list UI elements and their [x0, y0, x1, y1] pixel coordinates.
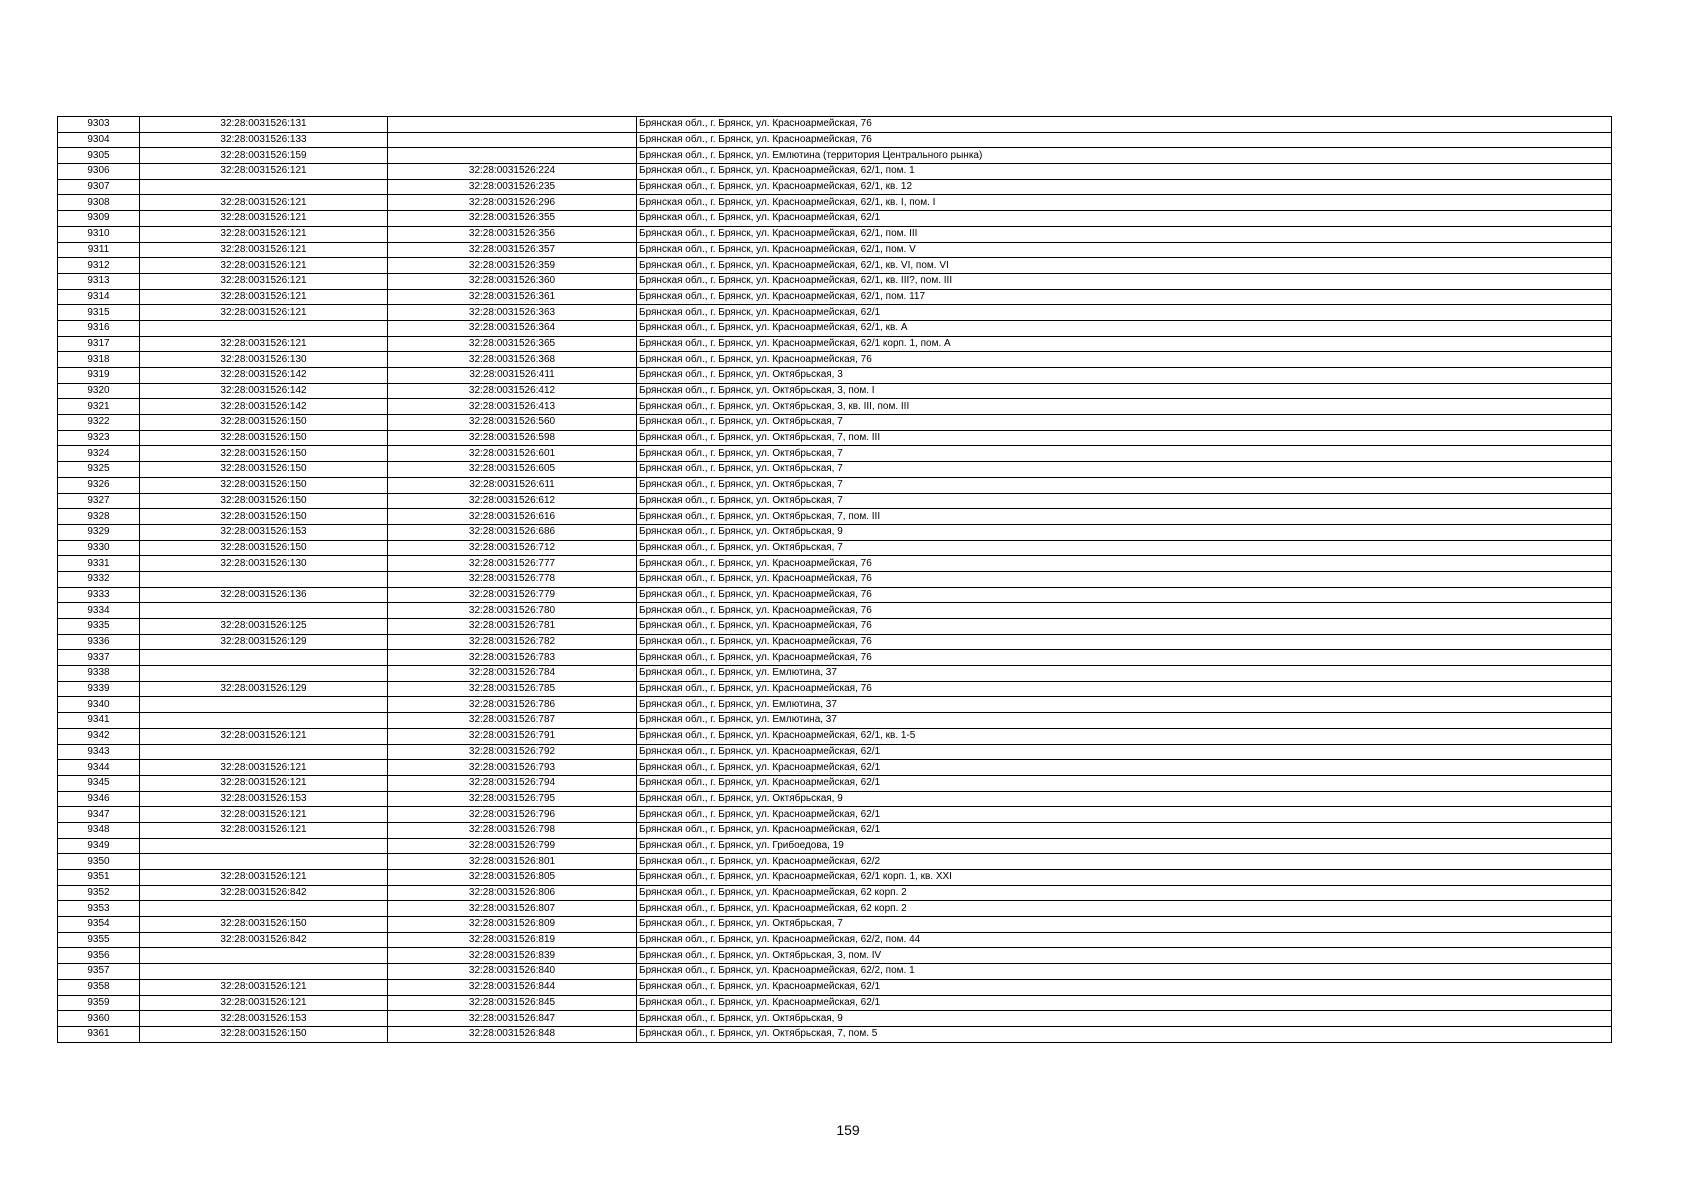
- land-parcel-cadastral-number-cell: [140, 697, 388, 713]
- object-cadastral-number-cell: 32:28:0031526:296: [388, 195, 637, 211]
- object-cadastral-number-cell: 32:28:0031526:847: [388, 1011, 637, 1027]
- address-cell: Брянская обл., г. Брянск, ул. Красноармейская, 62/1, пом. 117: [637, 289, 1612, 305]
- address-cell: Брянская обл., г. Брянск, ул. Красноармейская, 62/1: [637, 305, 1612, 321]
- row-number-cell: 9310: [58, 226, 140, 242]
- land-parcel-cadastral-number-cell: 32:28:0031526:150: [140, 917, 388, 933]
- object-cadastral-number-cell: 32:28:0031526:795: [388, 791, 637, 807]
- land-parcel-cadastral-number-cell: 32:28:0031526:121: [140, 273, 388, 289]
- land-parcel-cadastral-number-cell: [140, 650, 388, 666]
- table-row: [58, 352, 1612, 368]
- row-number-cell: 9324: [58, 446, 140, 462]
- land-parcel-cadastral-number-cell: [140, 571, 388, 587]
- table-row: [58, 744, 1612, 760]
- object-cadastral-number-cell: 32:28:0031526:778: [388, 571, 637, 587]
- address-cell: Брянская обл., г. Брянск, ул. Красноармейская, 76: [637, 571, 1612, 587]
- address-cell: Брянская обл., г. Брянск, ул. Октябрьская, 9: [637, 1011, 1612, 1027]
- land-parcel-cadastral-number-cell: 32:28:0031526:153: [140, 524, 388, 540]
- land-parcel-cadastral-number-cell: 32:28:0031526:136: [140, 587, 388, 603]
- row-number-cell: 9328: [58, 509, 140, 525]
- address-cell: Брянская обл., г. Брянск, ул. Красноармейская, 62/2: [637, 854, 1612, 870]
- address-cell: Брянская обл., г. Брянск, ул. Емлютина, 37: [637, 697, 1612, 713]
- land-parcel-cadastral-number-cell: 32:28:0031526:121: [140, 775, 388, 791]
- row-number-cell: 9349: [58, 838, 140, 854]
- object-cadastral-number-cell: 32:28:0031526:783: [388, 650, 637, 666]
- land-parcel-cadastral-number-cell: 32:28:0031526:142: [140, 399, 388, 415]
- address-cell: Брянская обл., г. Брянск, ул. Красноармейская, 62/1: [637, 744, 1612, 760]
- object-cadastral-number-cell: 32:28:0031526:799: [388, 838, 637, 854]
- table-row: [58, 556, 1612, 572]
- table-row: [58, 728, 1612, 744]
- address-cell: Брянская обл., г. Брянск, ул. Емлютина, 37: [637, 713, 1612, 729]
- row-number-cell: 9353: [58, 901, 140, 917]
- row-number-cell: 9321: [58, 399, 140, 415]
- object-cadastral-number-cell: 32:28:0031526:357: [388, 242, 637, 258]
- address-cell: Брянская обл., г. Брянск, ул. Красноармейская, 62/1: [637, 822, 1612, 838]
- row-number-cell: 9316: [58, 320, 140, 336]
- row-number-cell: 9317: [58, 336, 140, 352]
- address-cell: Брянская обл., г. Брянск, ул. Грибоедова, 19: [637, 838, 1612, 854]
- object-cadastral-number-cell: 32:28:0031526:686: [388, 524, 637, 540]
- land-parcel-cadastral-number-cell: [140, 713, 388, 729]
- table-row: [58, 242, 1612, 258]
- land-parcel-cadastral-number-cell: 32:28:0031526:121: [140, 979, 388, 995]
- address-cell: Брянская обл., г. Брянск, ул. Октябрьская, 7: [637, 493, 1612, 509]
- object-cadastral-number-cell: 32:28:0031526:807: [388, 901, 637, 917]
- row-number-cell: 9345: [58, 775, 140, 791]
- row-number-cell: 9334: [58, 603, 140, 619]
- land-parcel-cadastral-number-cell: 32:28:0031526:121: [140, 822, 388, 838]
- row-number-cell: 9343: [58, 744, 140, 760]
- object-cadastral-number-cell: 32:28:0031526:364: [388, 320, 637, 336]
- row-number-cell: 9314: [58, 289, 140, 305]
- table-row: [58, 462, 1612, 478]
- land-parcel-cadastral-number-cell: 32:28:0031526:121: [140, 728, 388, 744]
- table-row: [58, 493, 1612, 509]
- address-cell: Брянская обл., г. Брянск, ул. Красноармейская, 62/1, кв. 12: [637, 179, 1612, 195]
- land-parcel-cadastral-number-cell: [140, 320, 388, 336]
- address-cell: Брянская обл., г. Брянск, ул. Красноармейская, 62/1, пом. V: [637, 242, 1612, 258]
- land-parcel-cadastral-number-cell: 32:28:0031526:153: [140, 791, 388, 807]
- address-cell: Брянская обл., г. Брянск, ул. Красноармейская, 62/1, пом. III: [637, 226, 1612, 242]
- object-cadastral-number-cell: [388, 117, 637, 133]
- address-cell: Брянская обл., г. Брянск, ул. Красноармейская, 62/1: [637, 807, 1612, 823]
- address-cell: Брянская обл., г. Брянск, ул. Октябрьская, 7, пом. 5: [637, 1026, 1612, 1042]
- row-number-cell: 9303: [58, 117, 140, 133]
- object-cadastral-number-cell: 32:28:0031526:792: [388, 744, 637, 760]
- address-cell: Брянская обл., г. Брянск, ул. Октябрьская, 7: [637, 917, 1612, 933]
- row-number-cell: 9332: [58, 571, 140, 587]
- table-row: [58, 415, 1612, 431]
- address-cell: Брянская обл., г. Брянск, ул. Красноармейская, 62/1, кв. VI, пом. VI: [637, 258, 1612, 274]
- land-parcel-cadastral-number-cell: 32:28:0031526:159: [140, 148, 388, 164]
- row-number-cell: 9356: [58, 948, 140, 964]
- address-cell: Брянская обл., г. Брянск, ул. Октябрьская, 3, кв. III, пом. III: [637, 399, 1612, 415]
- address-cell: Брянская обл., г. Брянск, ул. Красноармейская, 62/1: [637, 760, 1612, 776]
- row-number-cell: 9337: [58, 650, 140, 666]
- object-cadastral-number-cell: 32:28:0031526:840: [388, 964, 637, 980]
- row-number-cell: 9312: [58, 258, 140, 274]
- land-parcel-cadastral-number-cell: 32:28:0031526:121: [140, 870, 388, 886]
- address-cell: Брянская обл., г. Брянск, ул. Красноармейская, 62/1, кв. III?, пом. III: [637, 273, 1612, 289]
- address-cell: Брянская обл., г. Брянск, ул. Красноармейская, 62/1, кв. 1-5: [637, 728, 1612, 744]
- address-cell: Брянская обл., г. Брянск, ул. Октябрьская, 7, пом. III: [637, 430, 1612, 446]
- table-row: [58, 666, 1612, 682]
- address-cell: Брянская обл., г. Брянск, ул. Красноармейская, 76: [637, 352, 1612, 368]
- object-cadastral-number-cell: 32:28:0031526:782: [388, 634, 637, 650]
- object-cadastral-number-cell: 32:28:0031526:801: [388, 854, 637, 870]
- address-cell: Брянская обл., г. Брянск, ул. Октябрьская, 7: [637, 540, 1612, 556]
- row-number-cell: 9319: [58, 368, 140, 384]
- object-cadastral-number-cell: 32:28:0031526:796: [388, 807, 637, 823]
- address-cell: Брянская обл., г. Брянск, ул. Красноармейская, 62 корп. 2: [637, 901, 1612, 917]
- row-number-cell: 9350: [58, 854, 140, 870]
- table-row: [58, 211, 1612, 227]
- row-number-cell: 9338: [58, 666, 140, 682]
- row-number-cell: 9333: [58, 587, 140, 603]
- object-cadastral-number-cell: 32:28:0031526:784: [388, 666, 637, 682]
- table-row: [58, 697, 1612, 713]
- table-row: [58, 509, 1612, 525]
- object-cadastral-number-cell: 32:28:0031526:777: [388, 556, 637, 572]
- address-cell: Брянская обл., г. Брянск, ул. Красноармейская, 62/1: [637, 211, 1612, 227]
- row-number-cell: 9318: [58, 352, 140, 368]
- table-row: [58, 917, 1612, 933]
- table-row: [58, 760, 1612, 776]
- row-number-cell: 9330: [58, 540, 140, 556]
- object-cadastral-number-cell: 32:28:0031526:363: [388, 305, 637, 321]
- address-cell: Брянская обл., г. Брянск, ул. Октябрьская, 7: [637, 462, 1612, 478]
- row-number-cell: 9359: [58, 995, 140, 1011]
- land-parcel-cadastral-number-cell: 32:28:0031526:121: [140, 211, 388, 227]
- row-number-cell: 9311: [58, 242, 140, 258]
- land-parcel-cadastral-number-cell: [140, 901, 388, 917]
- table-row: [58, 1026, 1612, 1042]
- row-number-cell: 9305: [58, 148, 140, 164]
- object-cadastral-number-cell: 32:28:0031526:844: [388, 979, 637, 995]
- table-row: [58, 524, 1612, 540]
- row-number-cell: 9308: [58, 195, 140, 211]
- object-cadastral-number-cell: 32:28:0031526:412: [388, 383, 637, 399]
- row-number-cell: 9339: [58, 681, 140, 697]
- table-row: [58, 571, 1612, 587]
- row-number-cell: 9336: [58, 634, 140, 650]
- address-cell: Брянская обл., г. Брянск, ул. Красноармейская, 62/1, кв. I, пом. I: [637, 195, 1612, 211]
- row-number-cell: 9346: [58, 791, 140, 807]
- address-cell: Брянская обл., г. Брянск, ул. Октябрьская, 7: [637, 415, 1612, 431]
- object-cadastral-number-cell: 32:28:0031526:805: [388, 870, 637, 886]
- land-parcel-cadastral-number-cell: 32:28:0031526:129: [140, 681, 388, 697]
- row-number-cell: 9306: [58, 164, 140, 180]
- table-row: [58, 650, 1612, 666]
- object-cadastral-number-cell: 32:28:0031526:605: [388, 462, 637, 478]
- table-row: [58, 258, 1612, 274]
- land-parcel-cadastral-number-cell: 32:28:0031526:121: [140, 995, 388, 1011]
- address-cell: Брянская обл., г. Брянск, ул. Красноармейская, 76: [637, 587, 1612, 603]
- object-cadastral-number-cell: 32:28:0031526:779: [388, 587, 637, 603]
- table-row: [58, 634, 1612, 650]
- row-number-cell: 9361: [58, 1026, 140, 1042]
- object-cadastral-number-cell: 32:28:0031526:712: [388, 540, 637, 556]
- table-row: [58, 226, 1612, 242]
- address-cell: Брянская обл., г. Брянск, ул. Красноармейская, 62/2, пом. 1: [637, 964, 1612, 980]
- object-cadastral-number-cell: 32:28:0031526:368: [388, 352, 637, 368]
- object-cadastral-number-cell: 32:28:0031526:809: [388, 917, 637, 933]
- object-cadastral-number-cell: 32:28:0031526:791: [388, 728, 637, 744]
- table-row: [58, 603, 1612, 619]
- address-cell: Брянская обл., г. Брянск, ул. Октябрьская, 7, пом. III: [637, 509, 1612, 525]
- address-cell: Брянская обл., г. Брянск, ул. Красноармейская, 62/1, кв. А: [637, 320, 1612, 336]
- land-parcel-cadastral-number-cell: 32:28:0031526:842: [140, 885, 388, 901]
- land-parcel-cadastral-number-cell: 32:28:0031526:150: [140, 493, 388, 509]
- row-number-cell: 9341: [58, 713, 140, 729]
- land-parcel-cadastral-number-cell: 32:28:0031526:153: [140, 1011, 388, 1027]
- object-cadastral-number-cell: 32:28:0031526:806: [388, 885, 637, 901]
- address-cell: Брянская обл., г. Брянск, ул. Красноармейская, 62/1: [637, 995, 1612, 1011]
- row-number-cell: 9326: [58, 477, 140, 493]
- land-parcel-cadastral-number-cell: [140, 948, 388, 964]
- land-parcel-cadastral-number-cell: 32:28:0031526:150: [140, 509, 388, 525]
- table-row: [58, 979, 1612, 995]
- table-row: [58, 822, 1612, 838]
- table-row: [58, 713, 1612, 729]
- address-cell: Брянская обл., г. Брянск, ул. Красноармейская, 62/1 корп. 1, кв. XXI: [637, 870, 1612, 886]
- land-parcel-cadastral-number-cell: 32:28:0031526:150: [140, 430, 388, 446]
- address-cell: Брянская обл., г. Брянск, ул. Красноармейская, 76: [637, 650, 1612, 666]
- land-parcel-cadastral-number-cell: 32:28:0031526:130: [140, 352, 388, 368]
- land-parcel-cadastral-number-cell: 32:28:0031526:121: [140, 289, 388, 305]
- registry-table: [57, 116, 1612, 1043]
- land-parcel-cadastral-number-cell: 32:28:0031526:150: [140, 415, 388, 431]
- row-number-cell: 9351: [58, 870, 140, 886]
- table-row: [58, 477, 1612, 493]
- table-row: [58, 305, 1612, 321]
- row-number-cell: 9348: [58, 822, 140, 838]
- land-parcel-cadastral-number-cell: 32:28:0031526:125: [140, 619, 388, 635]
- land-parcel-cadastral-number-cell: 32:28:0031526:121: [140, 258, 388, 274]
- object-cadastral-number-cell: 32:28:0031526:365: [388, 336, 637, 352]
- table-row: [58, 540, 1612, 556]
- object-cadastral-number-cell: 32:28:0031526:612: [388, 493, 637, 509]
- table-row: [58, 775, 1612, 791]
- address-cell: Брянская обл., г. Брянск, ул. Красноармейская, 76: [637, 132, 1612, 148]
- row-number-cell: 9325: [58, 462, 140, 478]
- row-number-cell: 9304: [58, 132, 140, 148]
- object-cadastral-number-cell: 32:28:0031526:355: [388, 211, 637, 227]
- object-cadastral-number-cell: [388, 148, 637, 164]
- address-cell: Брянская обл., г. Брянск, ул. Красноармейская, 62/1, пом. 1: [637, 164, 1612, 180]
- object-cadastral-number-cell: 32:28:0031526:781: [388, 619, 637, 635]
- object-cadastral-number-cell: 32:28:0031526:224: [388, 164, 637, 180]
- address-cell: Брянская обл., г. Брянск, ул. Октябрьская, 7: [637, 446, 1612, 462]
- object-cadastral-number-cell: 32:28:0031526:560: [388, 415, 637, 431]
- address-cell: Брянская обл., г. Брянск, ул. Октябрьская, 3, пом. IV: [637, 948, 1612, 964]
- object-cadastral-number-cell: 32:28:0031526:785: [388, 681, 637, 697]
- table-row: [58, 901, 1612, 917]
- object-cadastral-number-cell: 32:28:0031526:848: [388, 1026, 637, 1042]
- land-parcel-cadastral-number-cell: 32:28:0031526:142: [140, 368, 388, 384]
- row-number-cell: 9340: [58, 697, 140, 713]
- table-row: [58, 587, 1612, 603]
- row-number-cell: 9327: [58, 493, 140, 509]
- land-parcel-cadastral-number-cell: 32:28:0031526:142: [140, 383, 388, 399]
- object-cadastral-number-cell: 32:28:0031526:360: [388, 273, 637, 289]
- object-cadastral-number-cell: 32:28:0031526:616: [388, 509, 637, 525]
- land-parcel-cadastral-number-cell: [140, 838, 388, 854]
- address-cell: Брянская обл., г. Брянск, ул. Емлютина, 37: [637, 666, 1612, 682]
- row-number-cell: 9358: [58, 979, 140, 995]
- row-number-cell: 9354: [58, 917, 140, 933]
- row-number-cell: 9323: [58, 430, 140, 446]
- object-cadastral-number-cell: 32:28:0031526:819: [388, 932, 637, 948]
- row-number-cell: 9355: [58, 932, 140, 948]
- land-parcel-cadastral-number-cell: 32:28:0031526:121: [140, 242, 388, 258]
- table-row: [58, 885, 1612, 901]
- row-number-cell: 9335: [58, 619, 140, 635]
- address-cell: Брянская обл., г. Брянск, ул. Октябрьская, 9: [637, 524, 1612, 540]
- object-cadastral-number-cell: 32:28:0031526:361: [388, 289, 637, 305]
- address-cell: Брянская обл., г. Брянск, ул. Октябрьская, 3: [637, 368, 1612, 384]
- table-row: [58, 148, 1612, 164]
- address-cell: Брянская обл., г. Брянск, ул. Красноармейская, 62 корп. 2: [637, 885, 1612, 901]
- row-number-cell: 9347: [58, 807, 140, 823]
- table-row: [58, 681, 1612, 697]
- land-parcel-cadastral-number-cell: 32:28:0031526:150: [140, 462, 388, 478]
- row-number-cell: 9342: [58, 728, 140, 744]
- land-parcel-cadastral-number-cell: 32:28:0031526:121: [140, 164, 388, 180]
- table-row: [58, 336, 1612, 352]
- table-row: [58, 289, 1612, 305]
- table-row: [58, 399, 1612, 415]
- table-row: [58, 446, 1612, 462]
- address-cell: Брянская обл., г. Брянск, ул. Красноармейская, 62/1: [637, 979, 1612, 995]
- table-row: [58, 619, 1612, 635]
- object-cadastral-number-cell: [388, 132, 637, 148]
- address-cell: Брянская обл., г. Брянск, ул. Красноармейская, 76: [637, 681, 1612, 697]
- row-number-cell: 9352: [58, 885, 140, 901]
- land-parcel-cadastral-number-cell: [140, 603, 388, 619]
- address-cell: Брянская обл., г. Брянск, ул. Красноармейская, 76: [637, 556, 1612, 572]
- land-parcel-cadastral-number-cell: 32:28:0031526:131: [140, 117, 388, 133]
- page-number: 159: [836, 1122, 860, 1138]
- object-cadastral-number-cell: 32:28:0031526:839: [388, 948, 637, 964]
- table-row: [58, 948, 1612, 964]
- table-row: [58, 368, 1612, 384]
- land-parcel-cadastral-number-cell: [140, 179, 388, 195]
- table-row: [58, 195, 1612, 211]
- row-number-cell: 9320: [58, 383, 140, 399]
- table-row: [58, 164, 1612, 180]
- land-parcel-cadastral-number-cell: 32:28:0031526:150: [140, 1026, 388, 1042]
- address-cell: Брянская обл., г. Брянск, ул. Емлютина (территория Центрального рынка): [637, 148, 1612, 164]
- land-parcel-cadastral-number-cell: 32:28:0031526:121: [140, 195, 388, 211]
- land-parcel-cadastral-number-cell: 32:28:0031526:121: [140, 336, 388, 352]
- address-cell: Брянская обл., г. Брянск, ул. Красноармейская, 62/1 корп. 1, пом. А: [637, 336, 1612, 352]
- land-parcel-cadastral-number-cell: 32:28:0031526:133: [140, 132, 388, 148]
- table-row: [58, 870, 1612, 886]
- land-parcel-cadastral-number-cell: [140, 666, 388, 682]
- address-cell: Брянская обл., г. Брянск, ул. Красноармейская, 76: [637, 634, 1612, 650]
- address-cell: Брянская обл., г. Брянск, ул. Красноармейская, 76: [637, 117, 1612, 133]
- table-row: [58, 383, 1612, 399]
- object-cadastral-number-cell: 32:28:0031526:793: [388, 760, 637, 776]
- row-number-cell: 9331: [58, 556, 140, 572]
- object-cadastral-number-cell: 32:28:0031526:611: [388, 477, 637, 493]
- address-cell: Брянская обл., г. Брянск, ул. Красноармейская, 62/2, пом. 44: [637, 932, 1612, 948]
- table-row: [58, 117, 1612, 133]
- land-parcel-cadastral-number-cell: 32:28:0031526:121: [140, 305, 388, 321]
- table-row: [58, 995, 1612, 1011]
- row-number-cell: 9344: [58, 760, 140, 776]
- table-row: [58, 932, 1612, 948]
- table-row: [58, 854, 1612, 870]
- object-cadastral-number-cell: 32:28:0031526:780: [388, 603, 637, 619]
- land-parcel-cadastral-number-cell: 32:28:0031526:842: [140, 932, 388, 948]
- land-parcel-cadastral-number-cell: 32:28:0031526:150: [140, 477, 388, 493]
- table-row: [58, 132, 1612, 148]
- table-row: [58, 1011, 1612, 1027]
- object-cadastral-number-cell: 32:28:0031526:787: [388, 713, 637, 729]
- address-cell: Брянская обл., г. Брянск, ул. Октябрьская, 3, пом. I: [637, 383, 1612, 399]
- object-cadastral-number-cell: 32:28:0031526:235: [388, 179, 637, 195]
- table-row: [58, 964, 1612, 980]
- address-cell: Брянская обл., г. Брянск, ул. Красноармейская, 62/1: [637, 775, 1612, 791]
- address-cell: Брянская обл., г. Брянск, ул. Красноармейская, 76: [637, 603, 1612, 619]
- object-cadastral-number-cell: 32:28:0031526:413: [388, 399, 637, 415]
- table-row: [58, 807, 1612, 823]
- object-cadastral-number-cell: 32:28:0031526:601: [388, 446, 637, 462]
- table-row: [58, 791, 1612, 807]
- row-number-cell: 9307: [58, 179, 140, 195]
- table-row: [58, 273, 1612, 289]
- address-cell: Брянская обл., г. Брянск, ул. Красноармейская, 76: [637, 619, 1612, 635]
- table-row: [58, 179, 1612, 195]
- row-number-cell: 9315: [58, 305, 140, 321]
- land-parcel-cadastral-number-cell: [140, 744, 388, 760]
- table-row: [58, 430, 1612, 446]
- object-cadastral-number-cell: 32:28:0031526:794: [388, 775, 637, 791]
- object-cadastral-number-cell: 32:28:0031526:798: [388, 822, 637, 838]
- land-parcel-cadastral-number-cell: 32:28:0031526:150: [140, 446, 388, 462]
- row-number-cell: 9360: [58, 1011, 140, 1027]
- object-cadastral-number-cell: 32:28:0031526:359: [388, 258, 637, 274]
- row-number-cell: 9322: [58, 415, 140, 431]
- land-parcel-cadastral-number-cell: 32:28:0031526:121: [140, 760, 388, 776]
- land-parcel-cadastral-number-cell: 32:28:0031526:121: [140, 226, 388, 242]
- land-parcel-cadastral-number-cell: 32:28:0031526:150: [140, 540, 388, 556]
- object-cadastral-number-cell: 32:28:0031526:845: [388, 995, 637, 1011]
- object-cadastral-number-cell: 32:28:0031526:356: [388, 226, 637, 242]
- land-parcel-cadastral-number-cell: 32:28:0031526:121: [140, 807, 388, 823]
- row-number-cell: 9329: [58, 524, 140, 540]
- land-parcel-cadastral-number-cell: 32:28:0031526:129: [140, 634, 388, 650]
- object-cadastral-number-cell: 32:28:0031526:411: [388, 368, 637, 384]
- land-parcel-cadastral-number-cell: [140, 964, 388, 980]
- object-cadastral-number-cell: 32:28:0031526:786: [388, 697, 637, 713]
- row-number-cell: 9357: [58, 964, 140, 980]
- row-number-cell: 9313: [58, 273, 140, 289]
- object-cadastral-number-cell: 32:28:0031526:598: [388, 430, 637, 446]
- address-cell: Брянская обл., г. Брянск, ул. Октябрьская, 9: [637, 791, 1612, 807]
- land-parcel-cadastral-number-cell: 32:28:0031526:130: [140, 556, 388, 572]
- land-parcel-cadastral-number-cell: [140, 854, 388, 870]
- table-row: [58, 320, 1612, 336]
- table-row: [58, 838, 1612, 854]
- address-cell: Брянская обл., г. Брянск, ул. Октябрьская, 7: [637, 477, 1612, 493]
- registry-table-body: [58, 117, 1612, 1043]
- row-number-cell: 9309: [58, 211, 140, 227]
